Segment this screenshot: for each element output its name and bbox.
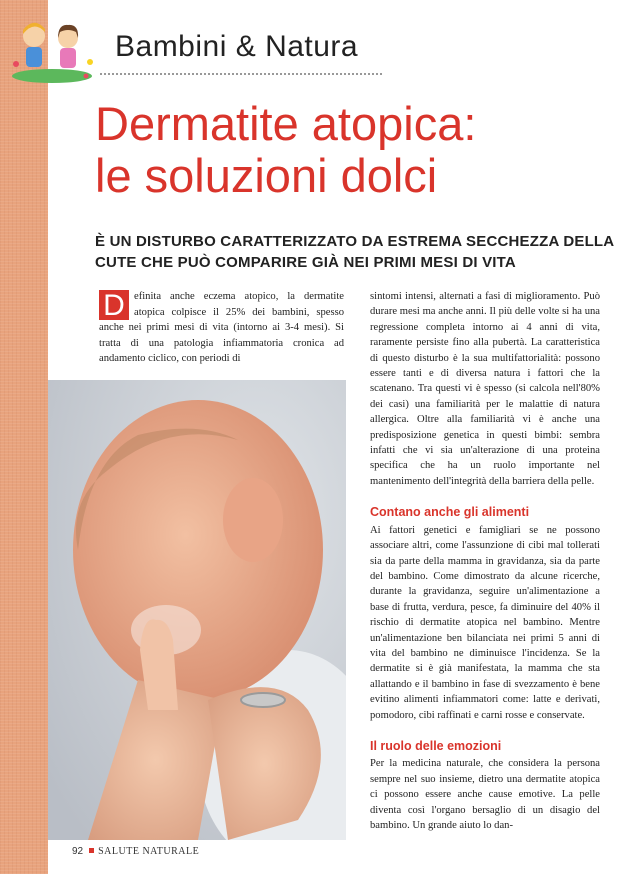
section-divider	[100, 73, 382, 75]
heading-alimenti: Contano anche gli alimenti	[370, 505, 530, 520]
baby-photo	[48, 380, 346, 840]
text-column-right	[370, 289, 600, 833]
title-line-1: Dermatite atopica:	[95, 97, 477, 150]
paragraph-2: Ai fattori genetici e famigliari se ne possono associare altri, come l'assunzione di cibi mal tollerati sia da parte della mamma in gravidanza, sia da parte del bambino. Come dimostrato da alcune ricerche, durante la gravidanza, seguire un'alimentazione a base di frutta, verdura, pesce, fa diminuire del 40% il rischio di dermatite atopica nel bambino. Mentre un'alimentazione ben bilanciata nei primi 5 anni di vita del bambino ne diminuisce l'incidenza. Se la dermatite si è già manifestata, la mamma che sta allattando e il bambino in fase di svezzamento è bene evitino alimenti infiammatori come: latte e derivati, pomodoro, cibi raffinati e carni rosse e conservate.	[370, 524, 600, 721]
page-footer	[72, 846, 199, 857]
article-title	[95, 98, 476, 202]
intro-paragraph: efinita anche eczema atopico, la dermatite atopica colpisce il 25% dei bambini, spesso anche nei primi mesi di vita (intorno ai 3-4 mesi). Si tratta di una patologia infiammatoria cronica ad andamento ciclico, con periodi di	[99, 291, 344, 365]
article-subtitle: È UN DISTURBO CARATTERIZZATO DA ESTREMA SECCHEZZA DELLA CUTE CHE PUÒ COMPARIRE GIÀ NEI PRIMI MESI DI VITA	[95, 233, 614, 271]
magazine-name: SALUTE NATURALE	[98, 846, 200, 857]
section-title: Bambini & Natura	[115, 30, 359, 63]
drop-cap: D	[99, 290, 129, 320]
title-line-2: le soluzioni dolci	[95, 149, 438, 202]
footer-square-icon	[89, 848, 94, 853]
side-color-strip	[0, 0, 48, 874]
text-column-left	[99, 289, 344, 367]
heading-emozioni: Il ruolo delle emozioni	[370, 738, 502, 753]
kids-logo-illustration	[6, 18, 98, 84]
page-number: 92	[72, 846, 84, 857]
paragraph-1: sintomi intensi, alternati a fasi di miglioramento. Può durare mesi ma anche anni. Il più delle volte si ha una regressione completa intorno ai 4 anni di vita, raramente persiste fino alla pubertà. La caratteristica di questo disturbo è la sua multifattorialità: possono essere tanti e di diversa natura i fattori che la scatenano. Tra questi vi è spesso (si calcola nell'80% dei casi) una familiarità per le malattie di natura allergica. Oltre alla familiarità vi è anche una predisposizione genetica in questi bimbi: sembra infatti che vi sia un'alterazione di una proteina specifica che ha un ruolo importante nel mantenimento dell'integrità della barriera della pelle.	[370, 291, 600, 487]
paragraph-3: Per la medicina naturale, che considera la persona sempre nel suo insieme, dietro una dermatite atopica ci possono essere anche cause emotive. La pelle diventa così l'organo bersaglio di un disagio del bambino. Un grande aiuto lo dan-	[370, 758, 600, 831]
